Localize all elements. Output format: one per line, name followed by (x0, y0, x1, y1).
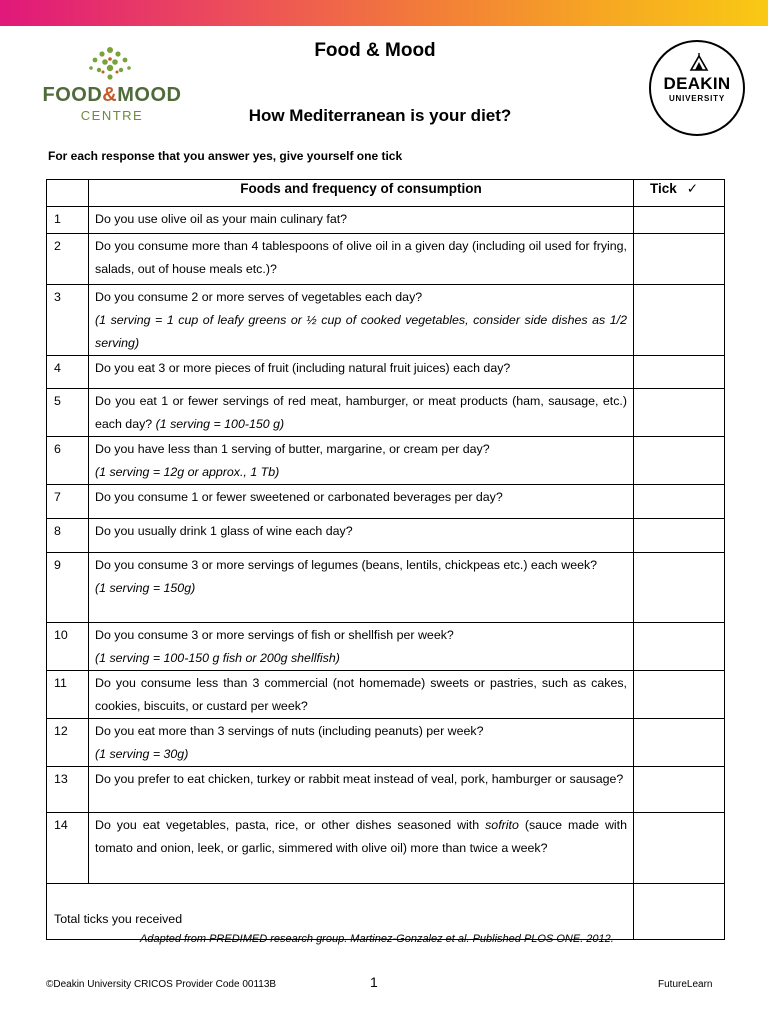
footer-brand: FutureLearn (658, 979, 713, 990)
tick-box[interactable] (634, 234, 725, 285)
question-cell (89, 519, 634, 553)
table-row (47, 207, 725, 234)
table-row (47, 234, 725, 285)
table-row (47, 437, 725, 485)
header-foods: Foods and frequency of consumption (89, 180, 634, 207)
question-cell (89, 485, 634, 519)
row-number: 2 (47, 234, 89, 285)
tick-box[interactable] (634, 813, 725, 884)
question-cell (89, 234, 634, 285)
footer-copyright: ©Deakin University CRICOS Provider Code 00113B (46, 979, 277, 990)
tick-box[interactable] (634, 719, 725, 767)
table-row (47, 719, 725, 767)
instruction-text: For each response that you answer yes, give yourself one tick (48, 149, 403, 163)
serving-note: (1 serving = 30g) (95, 747, 189, 761)
row-number: 14 (47, 813, 89, 884)
row-number: 13 (47, 767, 89, 813)
deakin-wordmark: DEAKIN (663, 74, 731, 93)
table-row (47, 519, 725, 553)
deakin-university-logo (649, 40, 745, 136)
tick-box[interactable] (634, 437, 725, 485)
question-text: Do you eat 1 or fewer servings of red meat, hamburger, or meat products (ham, sausage, etc.) each day? (95, 394, 627, 431)
deakin-university-label: UNIVERSITY (668, 94, 725, 103)
total-ticks-box[interactable] (634, 884, 725, 940)
tick-box[interactable] (634, 285, 725, 356)
total-label: Total ticks you received (47, 884, 634, 940)
questionnaire-table (46, 179, 725, 940)
question-text: Do you consume more than 4 tablespoons of olive oil in a given day (including oil used for frying, salads, out of house meals etc.)? (95, 239, 627, 276)
header-number-cell (47, 180, 89, 207)
tick-box[interactable] (634, 671, 725, 719)
question-cell (89, 623, 634, 671)
question-text-continued: (sauce made with tomato and onion, leek, or garlic, simmered with olive oil) more than twice a week? (95, 818, 628, 855)
question-cell (89, 671, 634, 719)
checkmark-icon: ✓ (686, 181, 699, 196)
question-text: Do you consume 2 or more serves of vegetables each day? (95, 290, 423, 304)
table-row (47, 813, 725, 884)
header-tick-label: Tick (650, 181, 677, 196)
row-number: 10 (47, 623, 89, 671)
table-row (47, 767, 725, 813)
table-row (47, 553, 725, 623)
row-number: 12 (47, 719, 89, 767)
row-number: 3 (47, 285, 89, 356)
tick-box[interactable] (634, 519, 725, 553)
serving-note: (1 serving = 1 cup of leafy greens or ½ cup of cooked vegetables, consider side dishes as 1/2 serving) (95, 313, 627, 350)
question-text: Do you use olive oil as your main culinary fat? (95, 212, 348, 226)
source-citation: Adapted from PREDIMED research group. Martinez-Gonzalez et al. Published PLOS ONE. 2012. (140, 933, 614, 945)
top-gradient-bar (0, 0, 768, 26)
table-row (47, 671, 725, 719)
question-cell (89, 285, 634, 356)
total-row (47, 884, 725, 940)
tick-box[interactable] (634, 356, 725, 389)
question-text: Do you prefer to eat chicken, turkey or rabbit meat instead of veal, pork, hamburger or sausage? (95, 772, 624, 786)
tick-box[interactable] (634, 207, 725, 234)
tick-box[interactable] (634, 767, 725, 813)
row-number: 8 (47, 519, 89, 553)
logo-subtitle: CENTRE (80, 108, 144, 123)
row-number: 7 (47, 485, 89, 519)
question-text: Do you usually drink 1 glass of wine each day? (95, 524, 353, 538)
serving-note: (1 serving = 12g or approx., 1 Tb) (95, 465, 280, 479)
logo-wordmark: FOOD&MOOD (42, 84, 182, 106)
question-cell (89, 719, 634, 767)
question-text: Do you eat 3 or more pieces of fruit (including natural fruit juices) each day? (95, 361, 511, 375)
question-cell (89, 553, 634, 623)
table-row (47, 623, 725, 671)
row-number: 5 (47, 389, 89, 437)
page-title: Food & Mood (314, 40, 436, 61)
tick-box[interactable] (634, 553, 725, 623)
table-row (47, 389, 725, 437)
table-row (47, 285, 725, 356)
question-text: Do you eat more than 3 servings of nuts (including peanuts) per week? (95, 724, 484, 738)
question-cell (89, 767, 634, 813)
sofrito-term: sofrito (485, 818, 519, 832)
tick-box[interactable] (634, 485, 725, 519)
question-text: Do you eat vegetables, pasta, rice, or other dishes seasoned with (95, 818, 480, 832)
serving-note: (1 serving = 150g) (95, 581, 196, 595)
table-row (47, 485, 725, 519)
header-tick (634, 180, 725, 207)
question-text: Do you consume 3 or more servings of fish or shellfish per week? (95, 628, 454, 642)
tick-box[interactable] (634, 623, 725, 671)
deakin-emblem-icon (689, 52, 709, 72)
row-number: 9 (47, 553, 89, 623)
table-header-row (47, 180, 725, 207)
table-row (47, 356, 725, 389)
question-text: Do you have less than 1 serving of butter, margarine, or cream per day? (95, 442, 490, 456)
row-number: 4 (47, 356, 89, 389)
question-text: Do you consume 1 or fewer sweetened or carbonated beverages per day? (95, 490, 503, 504)
serving-note: (1 serving = 100-150 g fish or 200g shellfish) (95, 651, 340, 665)
question-cell (89, 356, 634, 389)
question-cell (89, 437, 634, 485)
question-text: Do you consume less than 3 commercial (not homemade) sweets or pastries, such as cakes, cookies, biscuits, or custard per week? (95, 676, 627, 713)
page-subtitle: How Mediterranean is your diet? (248, 106, 512, 125)
food-mood-centre-logo (30, 40, 190, 126)
row-number: 11 (47, 671, 89, 719)
question-cell (89, 207, 634, 234)
question-cell (89, 813, 634, 884)
question-text: Do you consume 3 or more servings of legumes (beans, lentils, chickpeas etc.) each week? (95, 558, 598, 572)
page-number: 1 (370, 974, 378, 990)
tick-box[interactable] (634, 389, 725, 437)
row-number: 1 (47, 207, 89, 234)
question-cell (89, 389, 634, 437)
serving-note: (1 serving = 100-150 g) (155, 417, 285, 431)
row-number: 6 (47, 437, 89, 485)
leaf-cluster-icon (82, 46, 138, 84)
